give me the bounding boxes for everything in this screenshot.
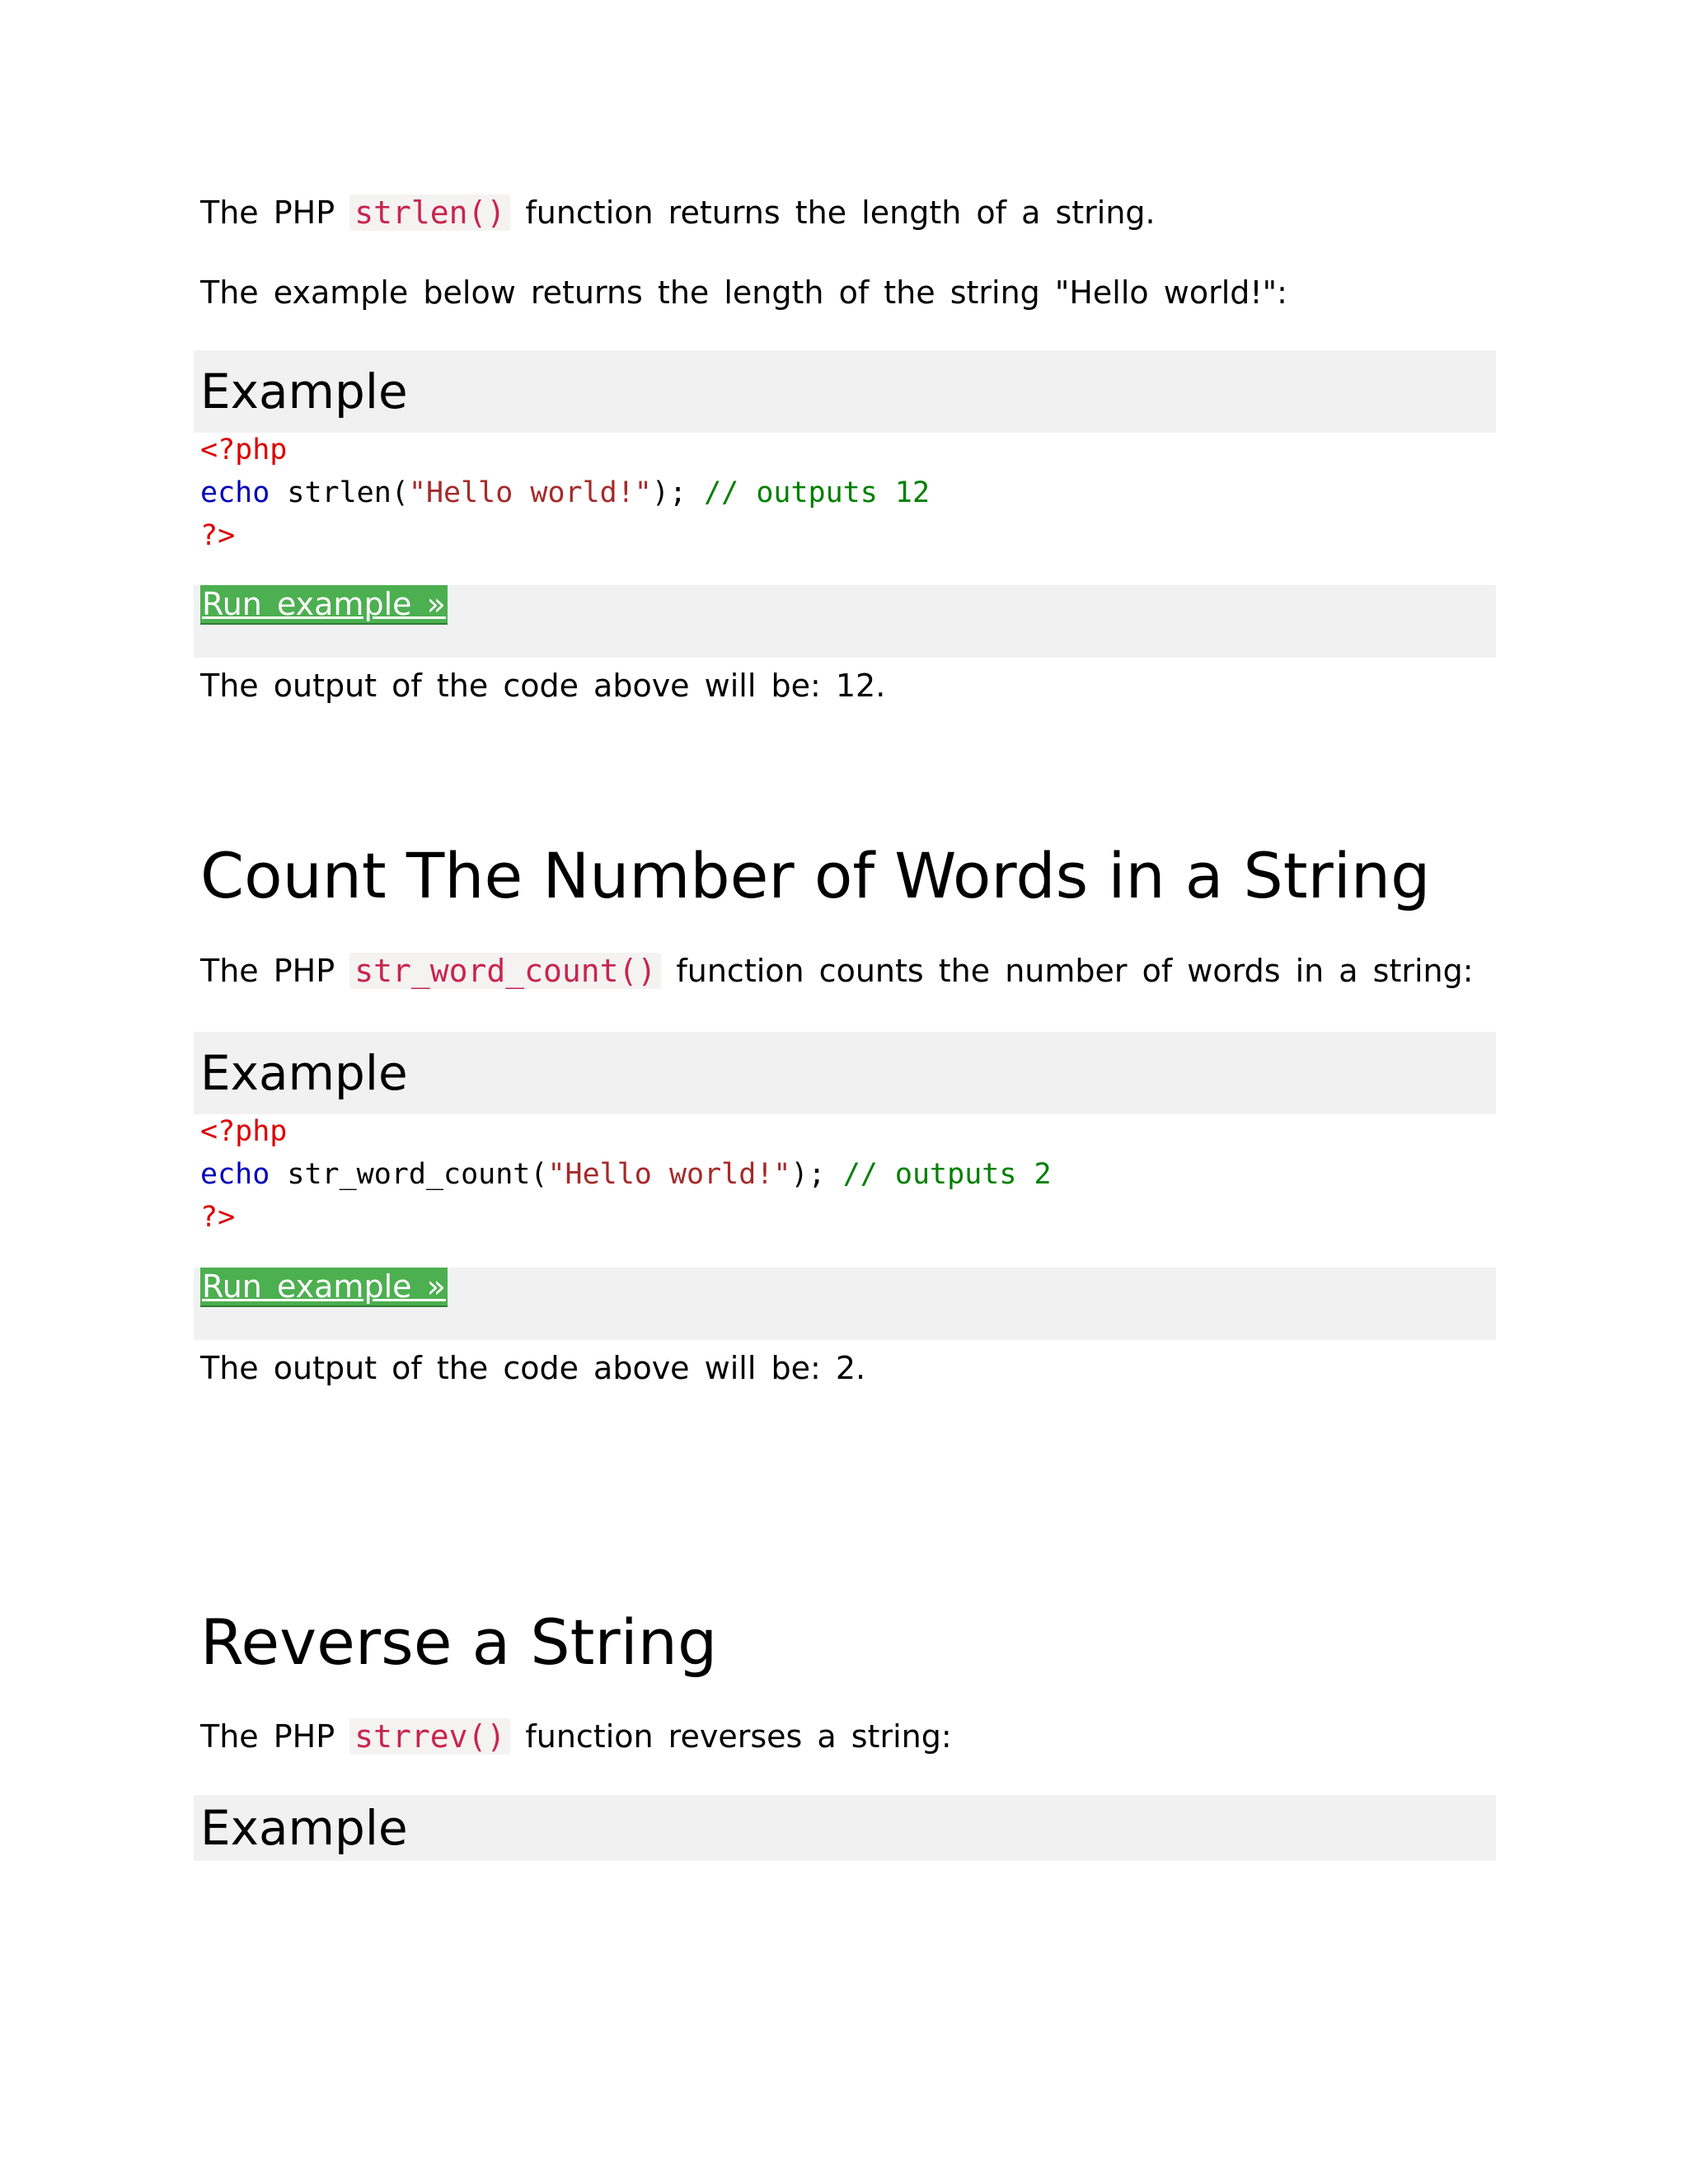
output-text: The output of the code above will be: 12. [200, 668, 886, 704]
code-comment: // outputs 12 [704, 476, 931, 509]
str-word-count-intro [200, 950, 1474, 991]
string-literal: "Hello world!" [408, 476, 652, 509]
intro-text: function returns the length of a string. [510, 194, 1156, 231]
php-open-tag: <?php [200, 1115, 288, 1148]
strrev-intro [200, 1716, 952, 1757]
strlen-function-name: strlen() [349, 194, 510, 231]
strlen-intro [200, 192, 1156, 233]
str-word-count-function-name: str_word_count() [349, 953, 661, 989]
php-open-tag: <?php [200, 434, 288, 466]
run-example-bar [194, 585, 1496, 658]
statement-end: ); [790, 1158, 843, 1191]
strlen-description: The example below returns the length of the string "Hello world!": [200, 274, 1287, 311]
run-example-bar [194, 1268, 1496, 1340]
code-block [200, 429, 930, 557]
example-header: Example [194, 1795, 1496, 1861]
statement-end: ); [651, 476, 705, 509]
section-title-word-count: Count The Number of Words in a String [200, 839, 1431, 912]
example-header: Example [194, 350, 1496, 433]
run-example-button[interactable]: Run example » [200, 585, 448, 625]
intro-text: function reverses a string: [510, 1718, 952, 1755]
code-block [200, 1110, 1052, 1239]
output-text: The output of the code above will be: 2. [200, 1350, 866, 1386]
php-close-tag: ?> [200, 1201, 236, 1234]
run-example-button[interactable]: Run example » [200, 1268, 448, 1307]
echo-keyword: echo [200, 476, 270, 509]
intro-text: The PHP [200, 1718, 350, 1755]
strrev-function-name: strrev() [349, 1718, 510, 1755]
echo-keyword: echo [200, 1158, 270, 1191]
function-call: str_word_count( [270, 1158, 548, 1191]
intro-text: The PHP [200, 953, 350, 989]
function-call: strlen( [270, 476, 409, 509]
example-header: Example [194, 1032, 1496, 1114]
section-title-reverse-string: Reverse a String [200, 1605, 718, 1679]
php-close-tag: ?> [200, 519, 236, 552]
intro-text: The PHP [200, 194, 350, 231]
string-literal: "Hello world!" [547, 1158, 791, 1191]
code-comment: // outputs 2 [842, 1158, 1052, 1191]
intro-text: function counts the number of words in a string: [661, 953, 1474, 989]
